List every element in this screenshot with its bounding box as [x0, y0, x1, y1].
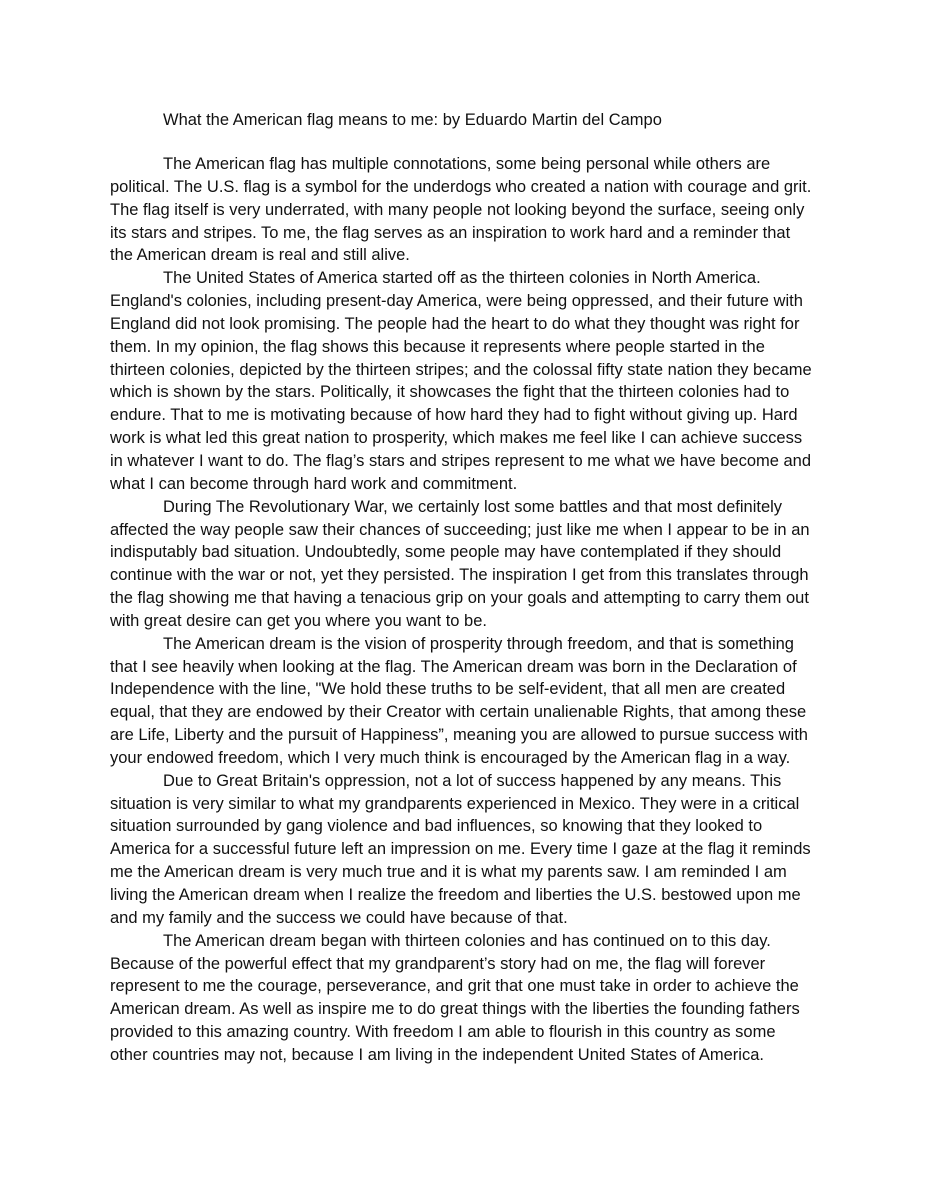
text-line: your endowed freedom, which I very much think is encouraged by the American flag in a way.	[110, 748, 791, 767]
text-line: which is shown by the stars. Politically, it showcases the fight that the thirteen colonies had to	[110, 383, 790, 402]
text-line: America for a successful future left an impression on me. Every time I gaze at the flag it reminds	[110, 840, 811, 859]
text-line: that I see heavily when looking at the flag. The American dream was born in the Declaration of	[110, 657, 797, 676]
text-line: The American dream began with thirteen colonies and has continued on to this day.	[163, 931, 771, 950]
paragraph-5	[110, 770, 850, 930]
text-line: Because of the powerful effect that my grandparent’s story had on me, the flag will forever	[110, 954, 766, 973]
text-line: equal, that they are endowed by their Creator with certain unalienable Rights, that among these	[110, 703, 807, 722]
text-line: other countries may not, because I am living in the independent United States of America.	[110, 1045, 764, 1064]
text-line: The flag itself is very underrated, with many people not looking beyond the surface, seeing only	[110, 200, 805, 219]
text-line: work is what led this great nation to prosperity, which makes me feel like I can achieve success	[110, 429, 803, 448]
text-line: affected the way people saw their chances of succeeding; just like me when I appear to be in an	[110, 520, 810, 539]
text-line: Due to Great Britain's oppression, not a lot of success happened by any means. This	[163, 771, 782, 790]
paragraph-2	[110, 267, 850, 495]
text-line: in whatever I want to do. The flag’s stars and stripes represent to me what we have become and	[110, 451, 812, 470]
paragraph-3	[110, 496, 850, 633]
paragraph-6	[110, 930, 850, 1067]
text-line: represent to me the courage, perseverance, and grit that one must take in order to achieve the	[110, 977, 799, 996]
text-line: American dream. As well as inspire me to do great things with the liberties the founding fathers	[110, 1000, 800, 1019]
text-line: situation surrounded by gang violence and bad influences, so knowing that they looked to	[110, 817, 763, 836]
document-title: What the American flag means to me: by Eduardo Martin del Campo	[163, 111, 662, 129]
text-line: Independence with the line, "We hold these truths to be self-evident, that all men are created	[110, 680, 786, 699]
text-line: The American flag has multiple connotations, some being personal while others are	[163, 155, 771, 173]
text-line: with great desire can get you where you want to be.	[110, 611, 487, 630]
text-line: what I can become through hard work and commitment.	[110, 474, 518, 493]
text-line: The United States of America started off as the thirteen colonies in North America.	[163, 269, 761, 288]
text-line: political. The U.S. flag is a symbol for the underdogs who created a nation with courage and grit.	[110, 177, 812, 196]
text-line: During The Revolutionary War, we certainly lost some battles and that most definitely	[163, 497, 783, 516]
text-line: endure. That to me is motivating because of how hard they had to fight without giving up. Hard	[110, 406, 798, 425]
paragraph-4	[110, 633, 850, 770]
text-line: them. In my opinion, the flag shows this because it represents where people started in the	[110, 337, 765, 356]
text-line: are Life, Liberty and the pursuit of Happiness”, meaning you are allowed to pursue success with	[110, 726, 808, 745]
text-line: indisputably bad situation. Undoubtedly, some people may have contemplated if they should	[110, 543, 782, 562]
text-line: provided to this amazing country. With freedom I am able to flourish in this country as some	[110, 1023, 776, 1042]
text-line: thirteen colonies, depicted by the thirteen stripes; and the colossal fifty state nation they became	[110, 360, 812, 379]
text-line: its stars and stripes. To me, the flag serves as an inspiration to work hard and a reminder that	[110, 223, 791, 242]
text-line: England did not look promising. The people had the heart to do what they thought was right for	[110, 314, 800, 333]
text-line: and my family and the success we could have because of that.	[110, 908, 568, 927]
text-line: me the American dream is very much true and it is what my parents saw. I am reminded I am	[110, 863, 787, 882]
text-line: continue with the war or not, yet they persisted. The inspiration I get from this translates through	[110, 566, 809, 585]
text-line: The American dream is the vision of prosperity through freedom, and that is something	[163, 634, 794, 653]
paragraph-1	[110, 153, 850, 267]
text-line: the flag showing me that having a tenacious grip on your goals and attempting to carry them out	[110, 589, 809, 608]
text-line: the American dream is real and still alive.	[110, 246, 410, 265]
text-line: living the American dream when I realize the freedom and liberties the U.S. bestowed upon me	[110, 886, 801, 904]
essay-body	[110, 153, 850, 1067]
text-line: England's colonies, including present-day America, were being oppressed, and their future with	[110, 292, 803, 311]
text-line: situation is very similar to what my grandparents experienced in Mexico. They were in a critical	[110, 794, 800, 813]
